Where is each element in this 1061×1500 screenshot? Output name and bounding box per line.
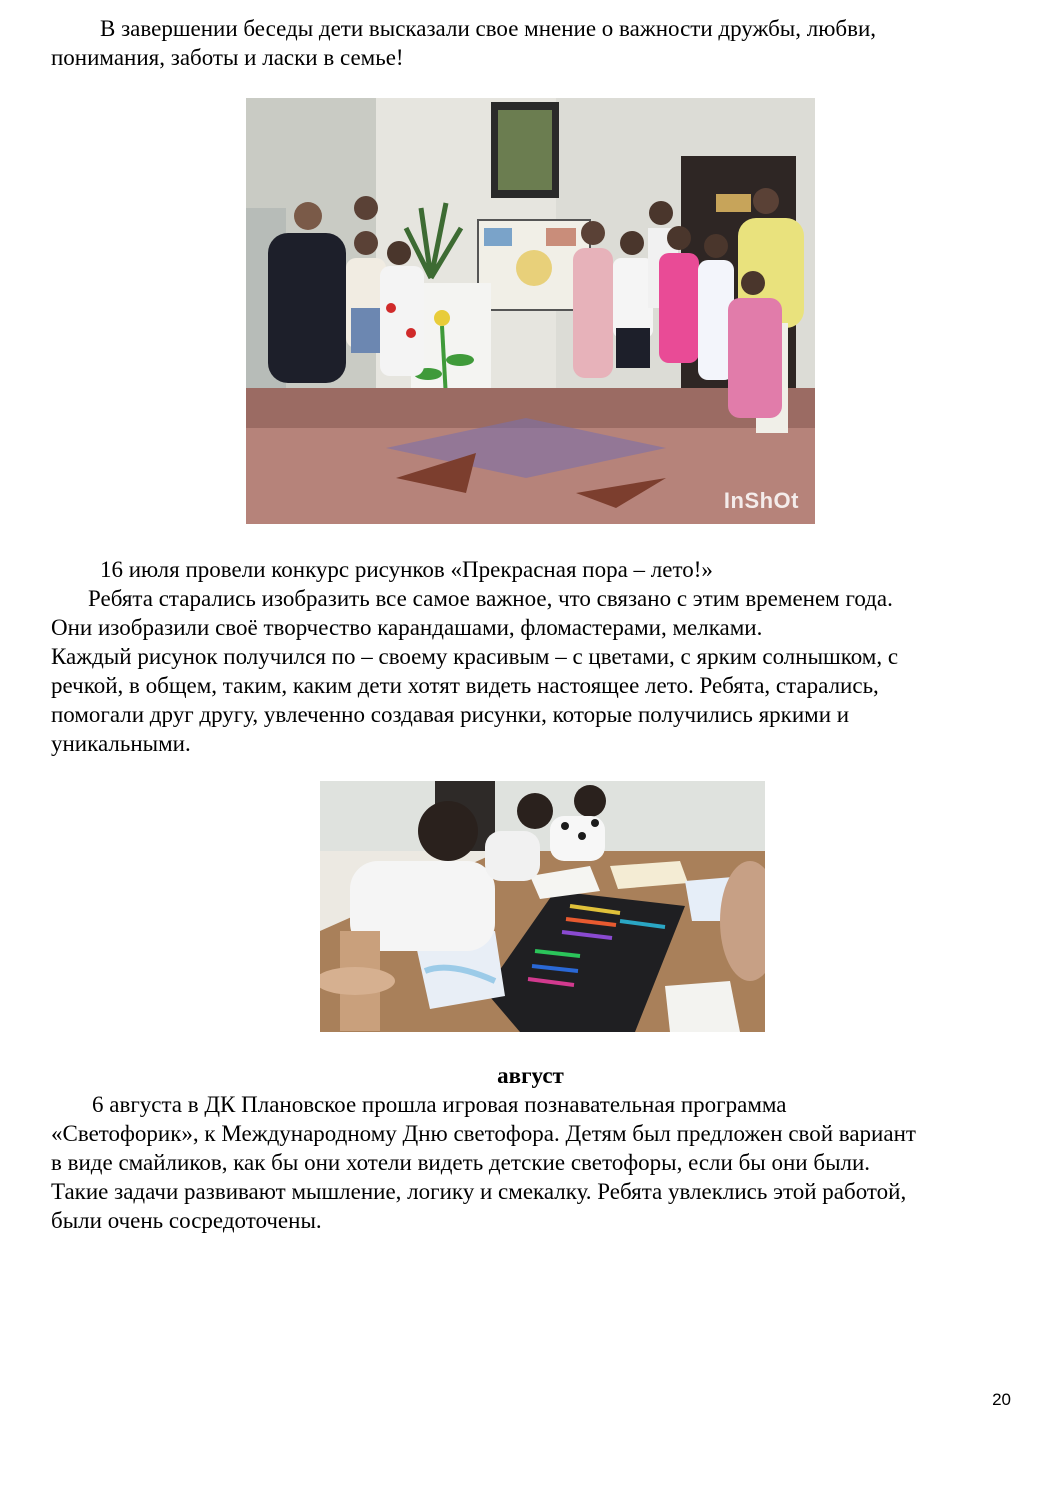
paragraph-2-line-6: помогали друг другу, увлеченно создавая рисунки, которые получились яркими и <box>51 702 850 727</box>
page-number: 20 <box>992 1390 1011 1409</box>
group-photo <box>246 98 815 524</box>
paragraph-2-line-1: 16 июля провели конкурс рисунков «Прекрасная пора – лето!» <box>100 557 713 582</box>
paragraph-3-line-4: Такие задачи развивают мышление, логику и смекалку. Ребята увлеклись этой работой, <box>51 1179 907 1204</box>
paragraph-3-line-5: были очень сосредоточены. <box>51 1208 322 1233</box>
paragraph-2-line-5: речкой, в общем, таким, каким дети хотят видеть настоящее лето. Ребята, старались, <box>51 673 879 698</box>
paragraph-3-line-3: в виде смайликов, как бы они хотели видеть детские светофоры, если бы они были. <box>51 1150 871 1175</box>
paragraph-3-line-1: 6 августа в ДК Плановское прошла игровая познавательная программа <box>92 1092 787 1117</box>
paragraph-1-line-2: понимания, заботы и ласки в семье! <box>51 45 404 70</box>
drawing-photo <box>320 781 765 1032</box>
paragraph-2-line-3: Они изобразили своё творчество карандашами, фломастерами, мелками. <box>51 615 763 640</box>
section-heading-august: август <box>497 1063 564 1088</box>
paragraph-2-line-7: уникальными. <box>51 731 191 756</box>
group-photo-illustration <box>246 98 815 524</box>
drawing-photo-illustration <box>320 781 765 1032</box>
inshot-watermark: InShOt <box>723 488 799 513</box>
paragraph-1-line-1: В завершении беседы дети высказали свое мнение о важности дружбы, любви, <box>100 16 877 41</box>
paragraph-2-line-2: Ребята старались изобразить все самое важное, что связано с этим временем года. <box>88 586 893 611</box>
paragraph-2-line-4: Каждый рисунок получился по – своему красивым – с цветами, с ярким солнышком, с <box>51 644 899 669</box>
paragraph-3-line-2: «Светофорик», к Международному Дню светофора. Детям был предложен свой вариант <box>51 1121 916 1146</box>
